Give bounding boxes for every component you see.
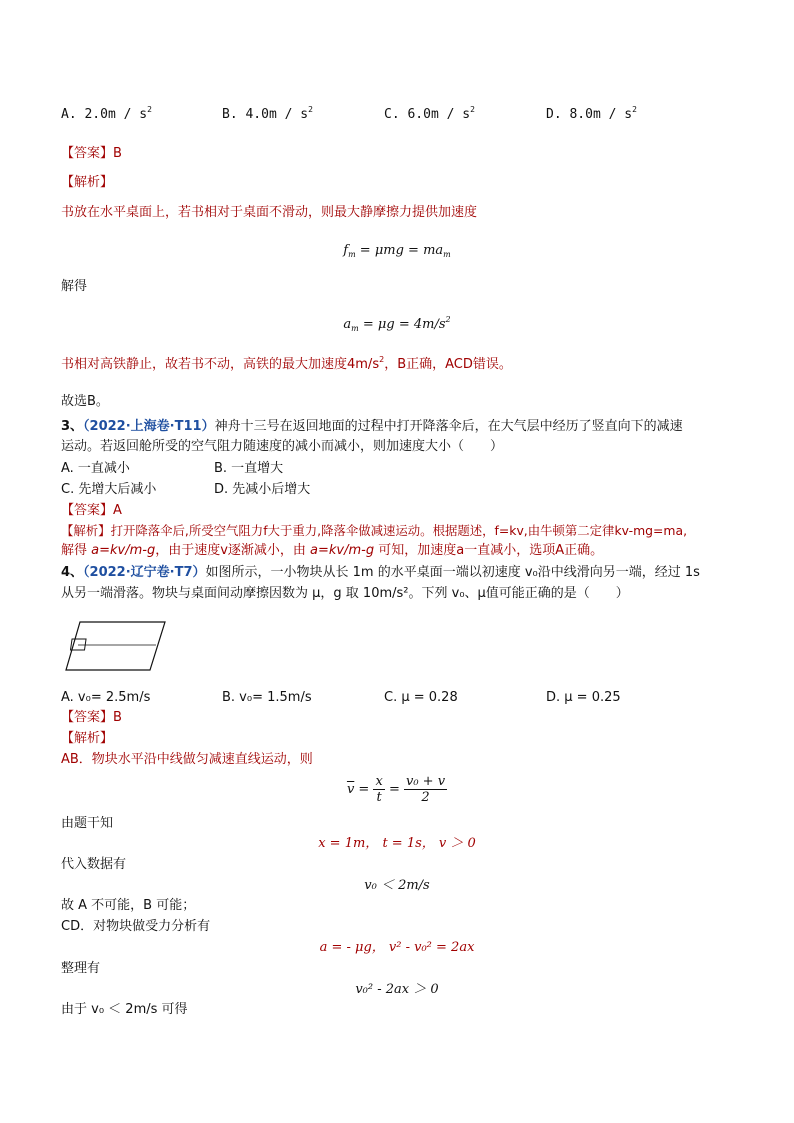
equation-accel: $a_m = \mu g = 4m/s^2$ [343, 315, 451, 333]
arrange-label: 整理有 [61, 961, 101, 976]
q3-option-a: A. 一直减小 [61, 461, 130, 476]
given-label: 由题干知 [61, 816, 114, 831]
equation-friction: $f_m = \mu mg = ma_m$ [343, 243, 451, 259]
q3-option-d: D. 先减小后增大 [214, 482, 311, 497]
q4-option-c: C. μ = 0.28 [384, 690, 458, 705]
q3-analysis-line-2: 解得 a=kv/m-g，由于速度v逐渐减小，由 a=kv/m-g 可知，加速度a一直减小，选项A正确。 [61, 543, 604, 558]
analysis-text: 书放在水平桌面上，若书相对于桌面不滑动，则最大静摩擦力提供加速度 [61, 205, 478, 220]
ab-conclusion: 故 A 不可能，B 可能； [61, 898, 196, 913]
substitute-label: 代入数据有 [61, 857, 127, 872]
option-c: C. $6.0m / s^2$ [384, 105, 475, 122]
q3-analysis-line-1: 【解析】打开降落伞后,所受空气阻力f大于重力,降落伞做减速运动。根据题述，f=kv,由牛顿第二定律kv-mg=ma, [61, 523, 688, 538]
table-top-outline [66, 622, 165, 670]
q4-option-d: D. μ = 0.25 [546, 690, 621, 705]
q4-option-a: A. v₀= 2.5m/s [61, 690, 151, 705]
final-line: 由于 v₀ ＜ 2m/s 可得 [61, 1002, 188, 1017]
q3-answer: 【答案】A [61, 503, 122, 518]
answer-line: 【答案】B [61, 146, 122, 161]
question-4-line-1: 4、（2022·辽宁卷·T7）如图所示，一小物块从长 1m 的水平桌面一端以初速度 v₀沿中线滑向另一端，经过 1s [61, 565, 700, 580]
choose-text: 故选B。 [61, 394, 109, 409]
q4-analysis-label: 【解析】 [61, 731, 114, 746]
q3-option-b: B. 一直增大 [214, 461, 284, 476]
substitute-result: v₀ ＜ 2m/s [364, 878, 430, 893]
option-b: B. $4.0m / s^2$ [222, 105, 313, 122]
analysis-label: 【解析】 [61, 175, 114, 190]
q4-ab-text: AB．物块水平沿中线做匀减速直线运动，则 [61, 752, 313, 767]
question-4-line-2: 从另一端滑落。物块与桌面间动摩擦因数为 μ，g 取 10m/s²。下列 v₀、μ值可能正确的是（ ） [61, 586, 629, 601]
q3-option-c: C. 先增大后减小 [61, 482, 157, 497]
question-3-line-1: 3、（2022·上海卷·T11）神舟十三号在返回地面的过程中打开降落伞后，在大气层中经历了竖直向下的减速 [61, 419, 683, 434]
q4-answer: 【答案】B [61, 710, 122, 725]
option-d: D. $8.0m / s^2$ [546, 105, 637, 122]
force-equation: a = - μg， v² - v₀² = 2ax [319, 940, 475, 955]
table-diagram [64, 618, 168, 674]
q4-option-b: B. v₀= 1.5m/s [222, 690, 312, 705]
given-values: x = 1m， t = 1s， v ＞ 0 [318, 836, 476, 851]
question-3-line-2: 运动。若返回舱所受的空气阻力随速度的减小而减小，则加速度大小（ ） [61, 439, 504, 454]
arrange-result: v₀² - 2ax ＞ 0 [355, 982, 439, 997]
solve-label: 解得 [61, 279, 88, 294]
conclusion-text: 书相对高铁静止，故若书不动，高铁的最大加速度$4m/s^2$，B正确，ACD错误。 [61, 355, 512, 372]
equation-average-velocity: $\overline{v}$ = $\frac{x}{t}$ = $\frac{\text{v₀ + v}}{2}$ [346, 774, 446, 805]
cd-text: CD．对物块做受力分析有 [61, 919, 211, 934]
option-a: A. $2.0m / s^2$ [61, 105, 152, 122]
